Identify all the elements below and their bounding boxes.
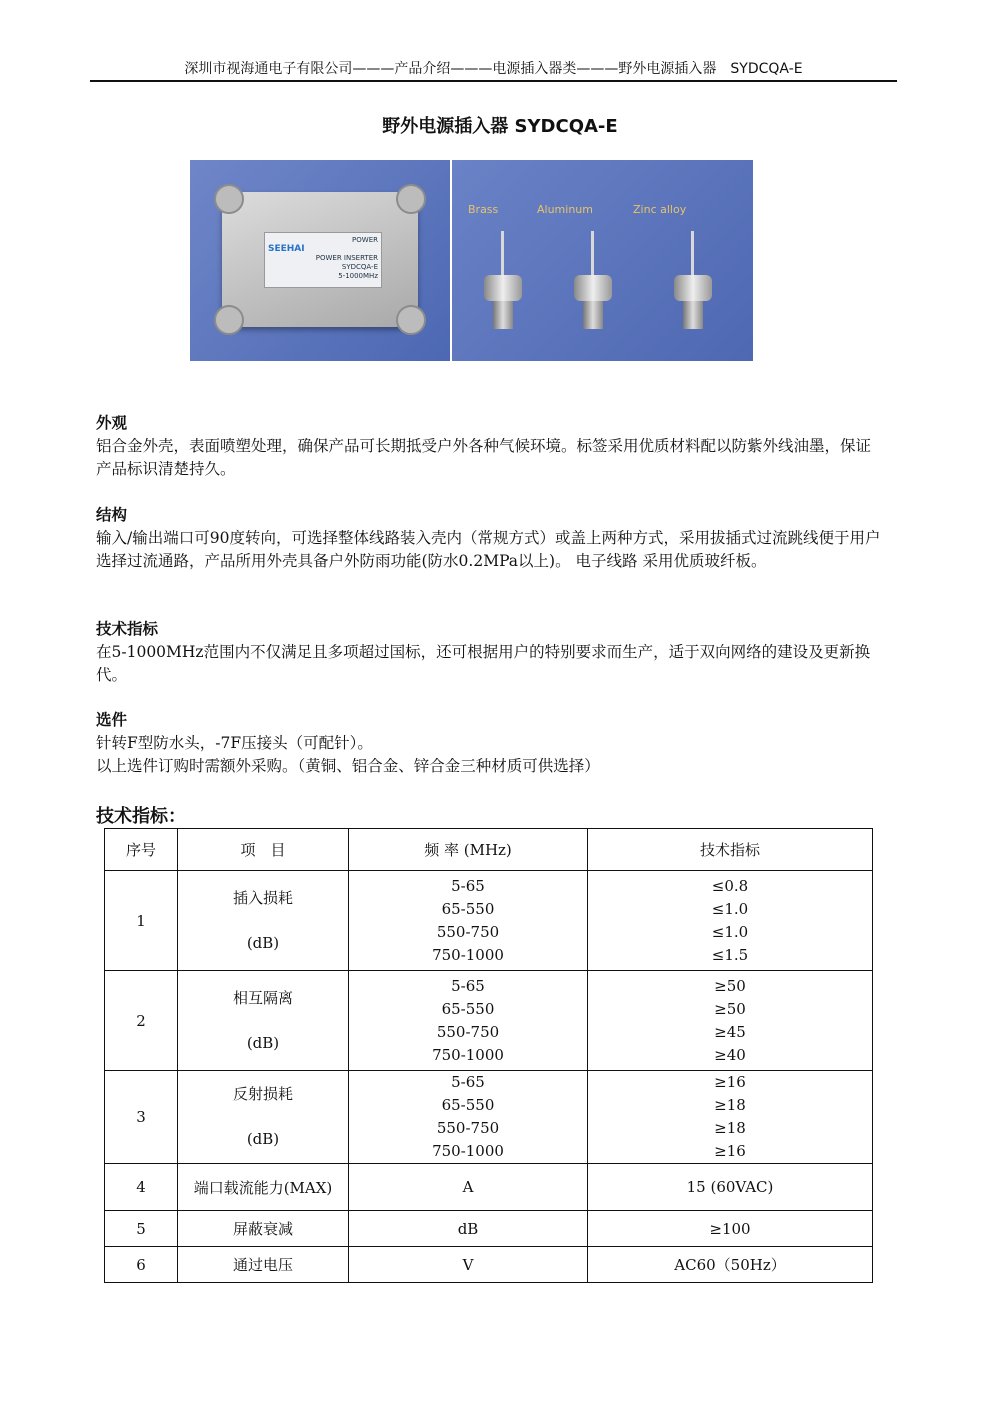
spec-value: ≥18: [714, 1119, 746, 1137]
spec-value: ≤1.0: [711, 922, 749, 941]
spec-value: AC60（50Hz）: [588, 1247, 873, 1283]
section-appearance: [96, 412, 885, 481]
column-header: 频 率 (MHz): [349, 829, 588, 871]
column-header: 序号: [105, 829, 178, 871]
freq-value: 550-750: [436, 1119, 500, 1137]
item-name: 屏蔽衰减: [178, 1211, 349, 1247]
spec-value: ≥16: [714, 1142, 746, 1160]
freq-value: A: [349, 1164, 588, 1211]
spec-value: ≥16: [714, 1073, 746, 1091]
connector-label: Zinc alloy: [633, 203, 687, 216]
item-name: 插入损耗: [232, 888, 293, 907]
section-text: 输入/输出端口可90度转向，可选择整体线路装入壳内（常规方式）或盖上两种方式，采用拔插式过流跳线便于用户选择过流通路，产品所用外壳具备户外防雨功能(防水0.2MPa以上)。 电子线路 采用优质玻纤板。: [96, 529, 881, 570]
page-header: 深圳市视海通电子有限公司———产品介绍———电源插入器类———野外电源插入器 SYDCQA-E: [90, 58, 897, 82]
section-text: 以上选件订购时需额外采购。（黄铜、铝合金、锌合金三种材质可供选择）: [96, 757, 600, 775]
table-header-row: [105, 829, 873, 871]
freq-value: 550-750: [436, 922, 500, 941]
item-name: 端口载流能力(MAX): [178, 1164, 349, 1211]
section-specs: [96, 618, 885, 687]
column-header: 项 目: [178, 829, 349, 871]
section-options: [96, 709, 885, 778]
spec-value: ≤1.5: [711, 945, 749, 964]
spec-value: ≤0.8: [711, 876, 749, 895]
table-row: [105, 871, 873, 971]
item-unit: (dB): [246, 933, 280, 952]
item-unit: (dB): [246, 1130, 280, 1148]
item-cell: [178, 971, 349, 1071]
freq-value: V: [349, 1247, 588, 1283]
spec-value: ≥40: [714, 1045, 746, 1064]
section-heading: 技术指标: [96, 620, 159, 638]
item-name: 相互隔离: [232, 988, 293, 1007]
brand-text: SEEHAI: [268, 244, 305, 254]
spec-table: [104, 828, 873, 1283]
row-number: 3: [105, 1071, 178, 1164]
table-row: [105, 1164, 873, 1211]
connector-image: [570, 231, 616, 331]
item-name: 反射损耗: [232, 1085, 293, 1103]
spec-value: ≥100: [588, 1211, 873, 1247]
connector-label: Brass: [468, 203, 499, 216]
section-structure: [96, 504, 885, 573]
section-text: 在5-1000MHz范围内不仅满足且多项超过国标，还可根据用户的特别要求而生产，适于双向网络的建设及更新换代。: [96, 643, 871, 684]
item-unit: (dB): [246, 1033, 280, 1052]
freq-value: 550-750: [436, 1022, 500, 1041]
spec-value: ≥18: [714, 1096, 746, 1114]
label-line: POWER INSERTER: [315, 254, 378, 262]
freq-value: 5-65: [451, 1073, 485, 1091]
item-cell: [178, 1071, 349, 1164]
table-row: [105, 1211, 873, 1247]
table-row: [105, 1071, 873, 1164]
table-row: [105, 1247, 873, 1283]
screw-lug: [214, 184, 244, 214]
freq-cell: [349, 971, 588, 1071]
section-text: 针转F型防水头，-7F压接头（可配针）。: [96, 734, 373, 752]
section-heading: 结构: [96, 506, 128, 524]
item-cell: [178, 871, 349, 971]
spec-table-title: 技术指标：: [96, 806, 186, 827]
label-line: POWER: [352, 236, 378, 244]
freq-value: dB: [349, 1211, 588, 1247]
spec-value: ≤1.0: [711, 899, 749, 918]
screw-lug: [214, 305, 244, 335]
section-heading: 外观: [96, 414, 128, 432]
spec-cell: [588, 1071, 873, 1164]
freq-value: 5-65: [451, 976, 485, 995]
freq-value: 750-1000: [432, 1142, 504, 1160]
freq-cell: [349, 1071, 588, 1164]
spec-value: ≥50: [714, 999, 746, 1018]
connector-label: Aluminum: [537, 203, 593, 216]
freq-value: 65-550: [441, 999, 495, 1018]
freq-cell: [349, 871, 588, 971]
label-line: SYDCQA-E: [341, 263, 378, 271]
connector-image: [480, 231, 526, 331]
label-line: 5-1000MHz: [338, 272, 378, 280]
screw-lug: [396, 305, 426, 335]
item-name: 通过电压: [178, 1247, 349, 1283]
table-row: [105, 971, 873, 1071]
freq-value: 65-550: [441, 899, 495, 918]
freq-value: 65-550: [441, 1096, 495, 1114]
spec-value: 15 (60VAC): [588, 1164, 873, 1211]
row-number: 1: [105, 871, 178, 971]
section-text: 铝合金外壳，表面喷塑处理，确保产品可长期抵受户外各种气候环境。标签采用优质材料配以防紫外线油墨，保证产品标识清楚持久。: [96, 437, 872, 478]
section-heading: 选件: [96, 711, 128, 729]
connector-image: [670, 231, 716, 331]
spec-value: ≥50: [714, 976, 746, 995]
row-number: 2: [105, 971, 178, 1071]
product-photo: [190, 160, 450, 361]
row-number: 5: [105, 1211, 178, 1247]
freq-value: 750-1000: [432, 1045, 504, 1064]
spec-cell: [588, 871, 873, 971]
row-number: 4: [105, 1164, 178, 1211]
row-number: 6: [105, 1247, 178, 1283]
connectors-photo: [452, 160, 753, 361]
freq-value: 5-65: [451, 876, 485, 895]
enclosure-image: [222, 192, 418, 327]
column-header: 技术指标: [588, 829, 873, 871]
freq-value: 750-1000: [432, 945, 504, 964]
spec-cell: [588, 971, 873, 1071]
product-label: [264, 232, 382, 288]
spec-value: ≥45: [714, 1022, 746, 1041]
screw-lug: [396, 184, 426, 214]
page-title: 野外电源插入器 SYDCQA-E: [382, 116, 618, 137]
